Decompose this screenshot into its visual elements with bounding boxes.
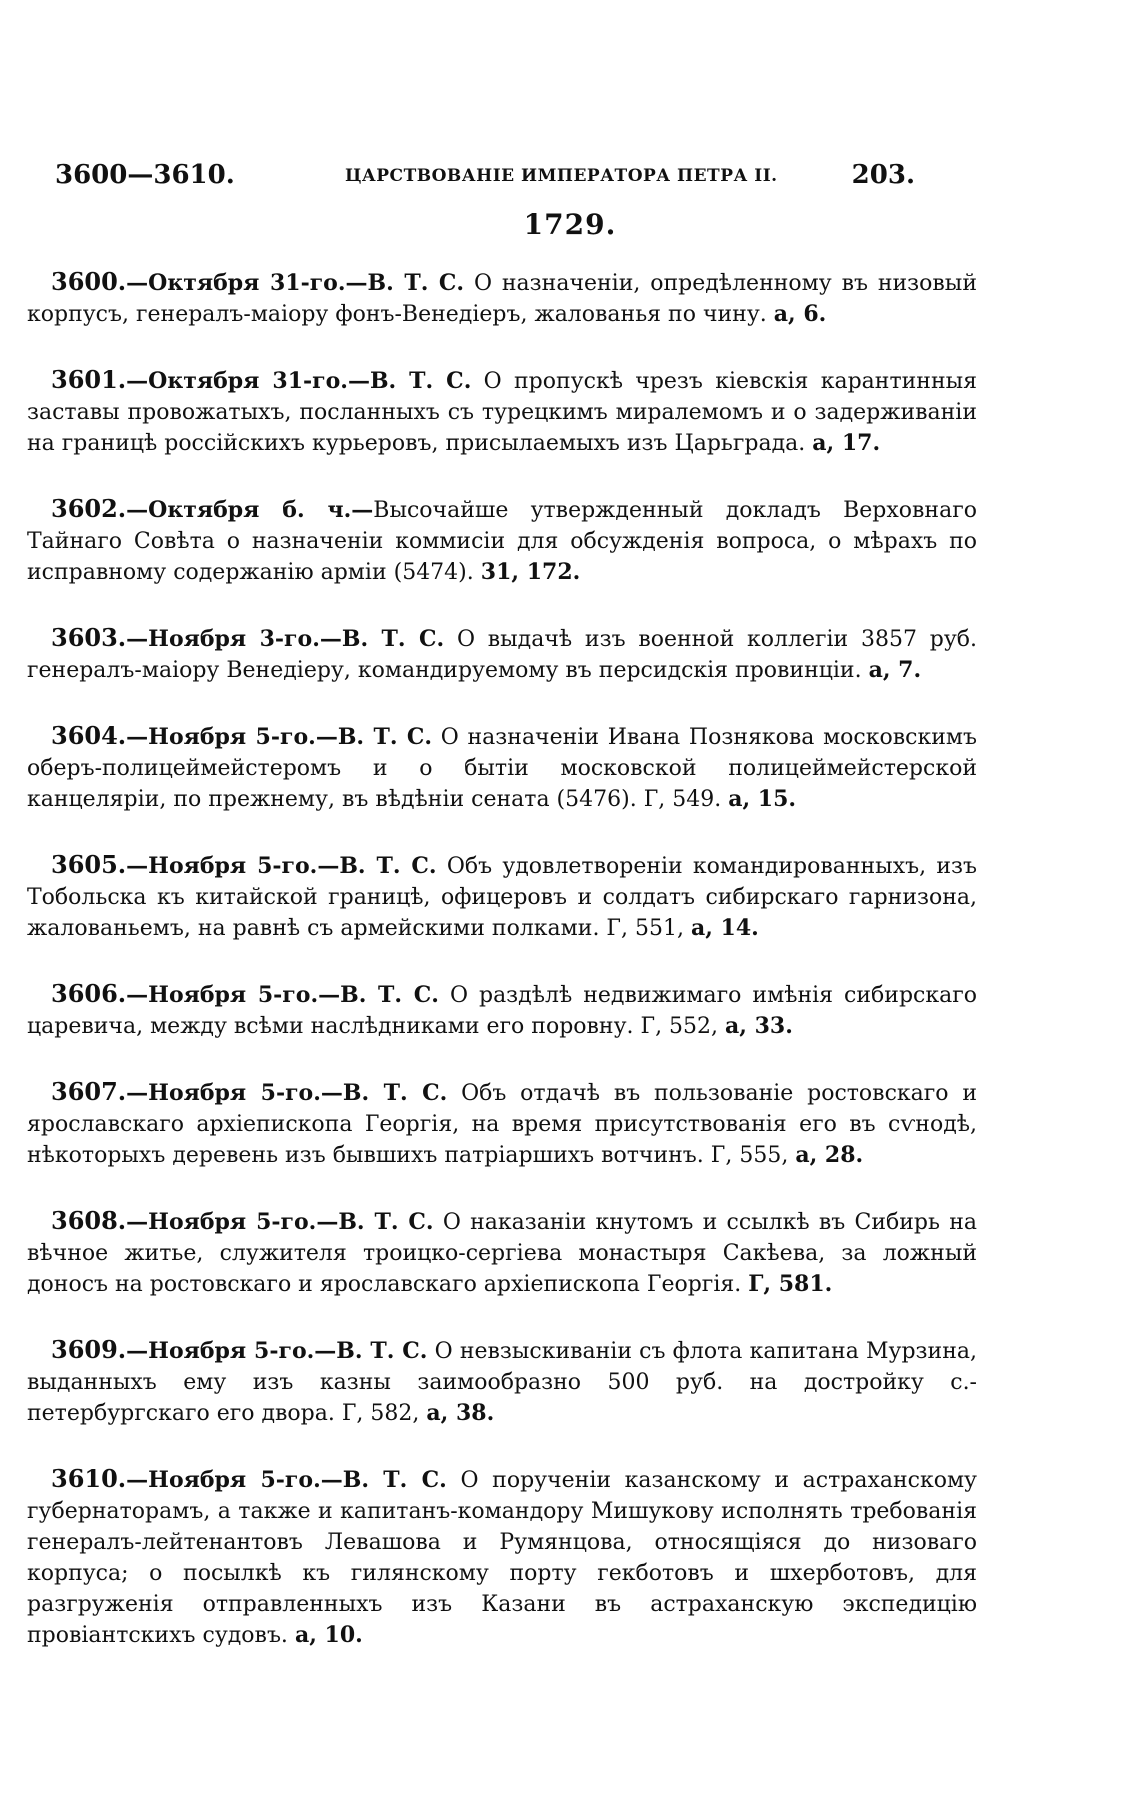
entry-3603 [27,622,977,686]
entry-number: 3604. [51,721,127,750]
entry-number: 3600. [51,267,127,296]
entry-source: а, 10. [294,1622,363,1648]
entry-date: —Ноября 5-го.—В. Т. С. [126,1209,434,1235]
entry-number: 3607. [51,1077,127,1106]
entry-source: Г, 581. [748,1271,833,1297]
entry-number: 3606. [51,979,127,1008]
entry-3600 [27,266,977,330]
entry-text: О невзыскиваніи съ флота капитана Мурзина, выданныхъ ему изъ казны заимообразно 500 руб. на достройку с.-петербургскаго его двора. Г, 582, [27,1339,977,1426]
entry-source: а, 17. [812,430,881,456]
entry-number: 3602. [51,494,127,523]
entry-text: О наказаніи кнутомъ и ссылкѣ въ Сибирь на вѣчное житье, служителя троицко-сергіева монастыря Сакѣева, за ложный доносъ на ростовскаго и ярославскаго архіепископа Георгія. [27,1210,977,1297]
entry-text: Объ отдачѣ въ пользованіе ростовскаго и ярославскаго архіепископа Георгія, на время присутствованія его въ сѵнодѣ, нѣкоторыхъ деревень изъ бывшихъ патріаршихъ вотчинъ. Г, 555, [27,1081,977,1168]
entry-date: —Октября б. ч.— [126,497,374,523]
entry-date: —Ноября 3-го.—В. Т. С. [126,626,445,652]
entry-3604 [27,720,977,815]
entry-source: а, 14. [690,915,759,941]
entry-3606 [27,978,977,1042]
page-number: 203. [851,160,915,190]
entry-text: Объ удовлетвореніи командированныхъ, изъ Тобольска къ китайской границѣ, офицеровъ и солдатъ сибирскаго гарнизона, жалованьемъ, на равнѣ съ армейскими полками. Г, 551, [27,854,977,941]
entry-3602 [27,493,977,588]
entry-text: Высочайше утвержденный докладъ Верховнаго Тайнаго Совѣта о назначеніи коммисіи для обсужденія вопроса, о мѣрахъ по исправному содержанію арміи (5474). [27,498,977,585]
entry-text: О выдачѣ изъ военной коллегіи 3857 руб. генералъ-маіору Венедіеру, командируемому въ персидскія провинціи. [27,627,977,683]
entry-range: 3600—3610. [55,160,235,190]
entry-number: 3605. [51,850,127,879]
entry-source: а, 7. [868,657,922,683]
entry-3608 [27,1205,977,1300]
entry-3610 [27,1463,977,1651]
entry-text: О порученіи казанскому и астраханскому губернаторамъ, а также и капитанъ-командору Мишукову исполнять требованія генералъ-лейтенантовъ Левашова и Румянцова, относящіяся до низоваго корпуса; о посылкѣ къ гилянскому порту гекботовъ и шхерботовъ, для разгруженія отправленныхъ изъ Казани въ астраханскую экспедицію провіантскихъ судовъ. [27,1468,978,1648]
entry-source: а, 38. [426,1400,495,1426]
entry-text: О назначеніи, опредѣленному въ низовый корпусъ, генералъ-маіору фонъ-Венедіеръ, жалованья по чину. [27,271,977,327]
entry-number: 3601. [51,365,127,394]
entry-text: О пропускѣ чрезъ кіевскія карантинныя заставы провожатыхъ, посланныхъ съ турецкимъ миралемомъ и о задерживаніи на границѣ россійскихъ курьеровъ, присылаемыхъ изъ Царьграда. [27,369,977,456]
entry-date: —Ноября 5-го.—В. Т. С. [126,724,433,750]
entry-source: а, 6. [773,301,827,327]
entry-3605 [27,849,977,944]
running-head [55,160,915,194]
entry-number: 3610. [51,1464,127,1493]
entry-source: а, 33. [725,1013,793,1039]
year-heading: 1729. [523,208,617,241]
entry-number: 3609. [51,1335,127,1364]
entry-3601 [27,364,977,459]
entry-number: 3603. [51,623,127,652]
entry-date: —Ноября 5-го.—В. Т. С. [126,1080,448,1106]
entry-date: —Ноября 5-го.—В. Т. С. [126,1467,447,1493]
entry-number: 3608. [51,1206,127,1235]
entry-date: —Ноября 5-го.—В. Т. С. [126,982,439,1008]
entry-source: а, 15. [728,786,797,812]
entry-text: О раздѣлѣ недвижимаго имѣнія сибирскаго царевича, между всѣми наслѣдниками его поровну. Г, 552, [27,983,977,1039]
entry-date: —Ноября 5-го.—В. Т. С. [126,853,437,879]
entry-source: 31, 172. [480,559,581,585]
entry-date: —Ноября 5-го.—В. Т. С. [126,1338,428,1364]
entry-3609 [27,1334,977,1429]
entry-3607 [27,1076,977,1171]
entries-list [27,266,977,1685]
entry-source: а, 28. [795,1142,864,1168]
running-title: ЦАРСТВОВАНІЕ ИМПЕРАТОРА ПЕТРА II. [345,166,778,186]
entry-text: О назначеніи Ивана Познякова московскимъ оберъ-полицеймейстеромъ и о бытіи московской полицеймейстерской канцеляріи, по прежнему, въ вѣдѣніи сената (5476). Г, 549. [27,725,977,812]
entry-date: —Октября 31-го.—В. Т. С. [126,368,472,394]
entry-date: —Октября 31-го.—В. Т. С. [126,270,465,296]
